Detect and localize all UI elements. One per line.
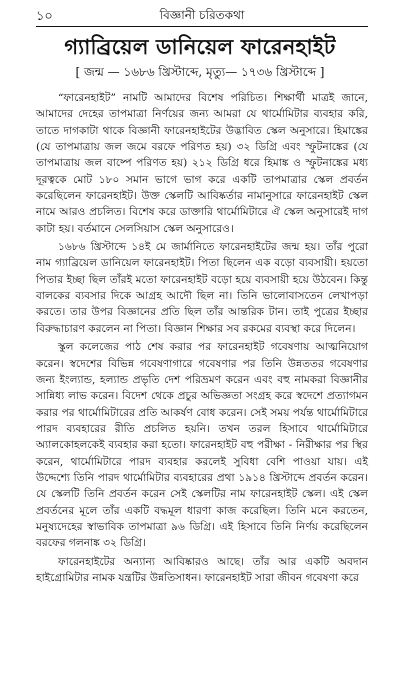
header-rule: [36, 26, 368, 27]
chapter-title: গ্যাব্রিয়েল ডানিয়েল ফারেনহাইট: [64, 34, 336, 59]
paragraph-other-inventions: ফারেনহাইটের অন্যান্য আবিষ্কারও আছে। তাঁর আর একটি অবদান হাইগ্রোমিটার নামক যন্ত্রটির উন্নতিসাধন। ফারেনহাইট সারা জীবন গবেষণা করে: [36, 555, 368, 584]
running-head: বিজ্ঞানী চরিতকথা: [159, 8, 245, 22]
body-text: [36, 90, 368, 588]
paragraph-early-life: ১৬৮৬ খ্রিস্টাব্দে ১৪ই মে জার্মানিতে ফারেনহাইটের জন্ম হয়। তাঁর পুরো নাম গ্যাব্রিয়েল ডানিয়েল ফারেনহাইট। পিতা ছিলেন এক বড়ো ব্যবসায়ী। হয়তো পিতার ইচ্ছা ছিল তাঁরই মতো ফারেনহাইট বড়ো হয়ে ব্যবসায়ী হয়ে উঠবেন। কিন্তু বালকের ব্যবসার দিকে আগ্রহ আদৌ ছিল না। তিনি ভালোবাসতেন লেখাপড়া করতে। তার উপর বিজ্ঞানের প্রতি ছিল তাঁর আন্তরিক টান। তাই পুত্রের ইচ্ছার বিরুদ্ধাচারণ করলেন না পিতা। বিজ্ঞান শিক্ষার সব রকমের ব্যবস্থা করে দিলেন।: [36, 241, 368, 335]
paragraph-research: স্কুল কলেজের পাঠ শেষ করার পর ফারেনহাইট গবেষণায় আত্মনিয়োগ করেন। স্বদেশের বিভিন্ন গবেষণাগারে গবেষণার পর তিনি উন্নততর গবেষণার জন্য ইংল্যান্ড, হল্যান্ড প্রভৃতি দেশ পরিভ্রমণ করেন এবং বহু নামকরা বিজ্ঞানীর সান্নিধ্য লাভ করেন। বিদেশ থেকে প্রচুর অভিজ্ঞতা সংগ্রহ করে স্বদেশে প্রত্যাগমন করার পর থার্মোমিটারের প্রতি আকর্ষণ বোধ করেন। সেই সময় পর্যন্ত থার্মোমিটারে পারদ ব্যবহারের রীতি প্রচলিত হয়নি। তখন তরল হিসাবে থার্মোমিটারে অ্যালকোহলকেই ব্যবহার করা হতো। ফারেনহাইট বহু পরীক্ষা - নিরীক্ষার পর স্থির করেন, থার্মোমিটারে পারদ ব্যবহার করলেই সুবিধা বেশি পাওয়া যায়। এই উদ্দেশ্যে তিনি পারদ থার্মোমিটার ব্যবহারের প্রথা ১৯১৪ খ্রিস্টাব্দে প্রবর্তন করেন। যে স্কেলটি তিনি প্রবর্তন করেন সেই স্কেলটির নাম ফারেনহাইট স্কেল। এই স্কেল প্রবর্তনের মূলে তাঁর একটি বদ্ধমূল ধারণা কাজ করেছিল। তিনি মনে করতেন, মনুষ্যদেহের স্বাভাবিক তাপমাত্রা ৯৬ ডিগ্রি। এই হিসাবে তিনি নির্ণয় করেছিলেন বরফের গলনাঙ্ক ৩২ ডিগ্রি।: [36, 341, 368, 550]
paragraph-intro: “ফারেনহাইট” নামটি আমাদের বিশেষ পরিচিত। শিক্ষার্থী মাত্রই জানে, আমাদের দেহের তাপমাত্রা নির্ণয়ের জন্য আমরা যে থার্মোমিটার ব্যবহার করি, তাতে দাগকাটা থাকে বিজ্ঞানী ফারেনহাইটের উদ্ভাবিত স্কেল অনুসারে। হিমাঙ্কের (যে তাপমাত্রায় জল জমে বরফে পরিণত হয়) ৩২ ডিগ্রি এবং স্ফুটনাঙ্কের (যে তাপমাত্রায় জল বাষ্পে পরিণত হয়) ২১২ ডিগ্রি ধরে হিমাঙ্ক ও স্ফুটনাঙ্কের মধ্য দূরত্বকে মোট ১৮০ সমান ভাগে ভাগ করে একটি তাপমাত্রার স্কেল প্রবর্তন করেছিলেন ফারেনহাইট। উক্ত স্কেলটি আবিষ্কর্তার নামানুসারে ফারেনহাইট স্কেল নামে আরও প্রচলিত। বিশেষ করে ডাক্তারি থার্মোমিটারে ঐ স্কেল অনুসারেই দাগ কাটা হয়। বর্তমানে সেলসিয়াস স্কেল অনুসারেও।: [36, 92, 368, 235]
page-number: ১০: [36, 9, 53, 24]
life-dates: [ জন্ম — ১৬৮৬ খ্রিস্টাব্দে, মৃত্যু— ১৭৩৬ খ্রিস্টাব্দে ]: [75, 65, 325, 79]
page-header: [36, 4, 368, 26]
